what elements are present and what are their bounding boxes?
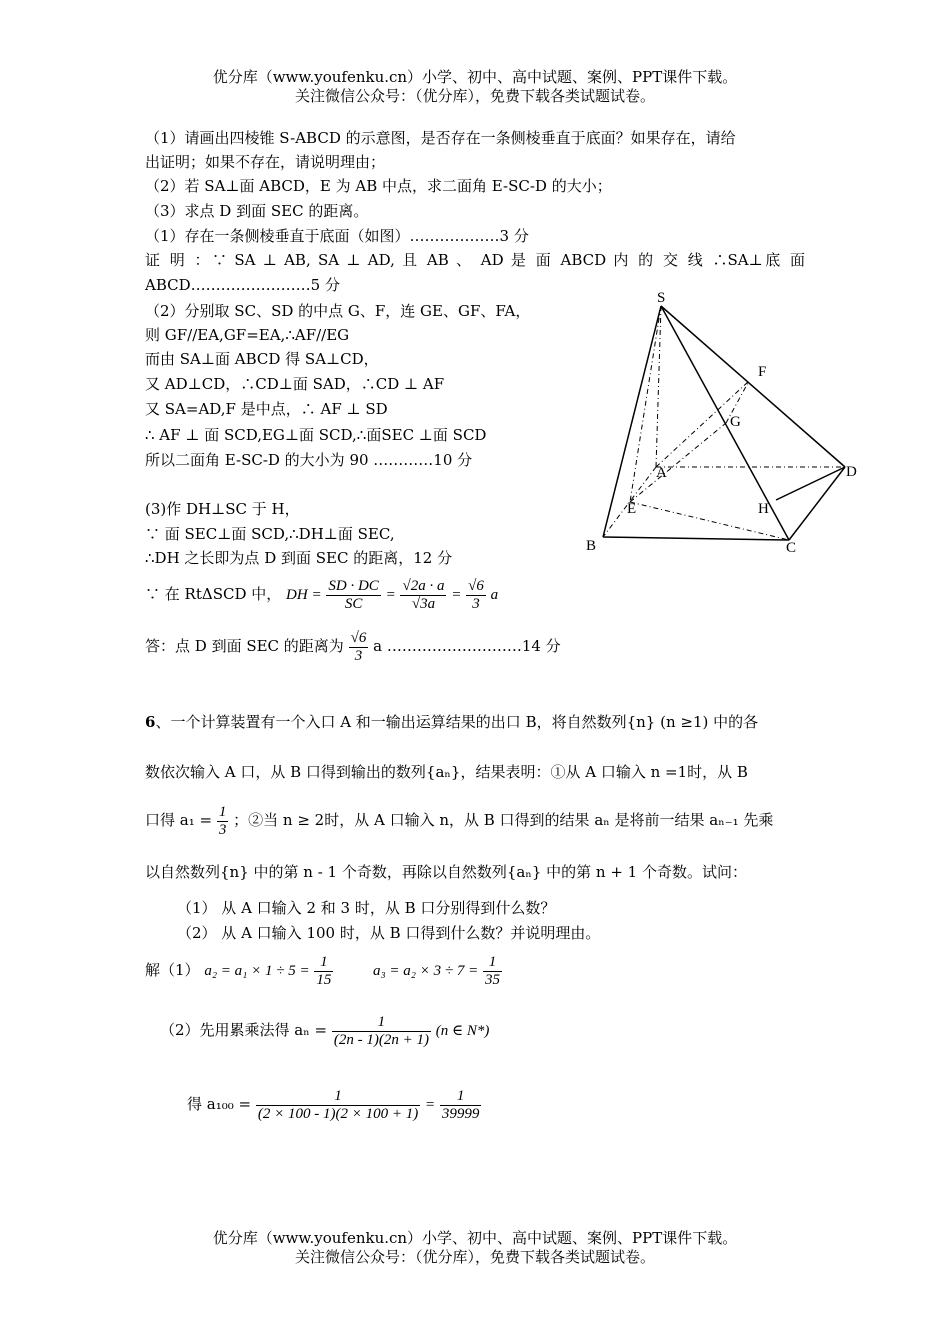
segment-EG bbox=[630, 423, 726, 502]
dh-lhs: DH = bbox=[286, 587, 322, 603]
label-C: C bbox=[786, 540, 797, 556]
p6-line-2: 数依次输入 A 口，从 B 口得到输出的数列{aₙ}，结果表明：①从 A 口输入 n =1时，从 B bbox=[145, 763, 748, 781]
p6-l3-den: 3 bbox=[218, 821, 227, 838]
p5-s3-line-1: (3)作 DH⊥SC 于 H， bbox=[145, 500, 300, 518]
p6-line-1-text: 、一个计算装置有一个入口 A 和一输出运算结果的出口 B，将自然数列{n} (n ≥1) 中的各 bbox=[155, 713, 759, 731]
dh-f2-num: √2a · a bbox=[402, 577, 445, 594]
p6-line-3 bbox=[145, 800, 773, 844]
p6-solution-3 bbox=[187, 1084, 481, 1132]
answer-num: √6 bbox=[350, 629, 367, 646]
label-B: B bbox=[586, 538, 597, 554]
sol2-fraction bbox=[332, 1014, 431, 1049]
p5-s3-line-3: ∴DH 之长即为点 D 到面 SEC 的距离，12 分 bbox=[145, 549, 453, 567]
dh-f1-den: SC bbox=[344, 595, 363, 612]
p5-s2-line-4: 又 AD⊥CD，∴CD⊥面 SAD，∴CD ⊥ AF bbox=[145, 375, 445, 393]
answer-suffix: a ………………………14 分 bbox=[373, 637, 561, 655]
p6-line-4: 以自然数列{n} 中的第 n - 1 个奇数，再除以自然数列{aₙ} 中的第 n + 1 个奇数。试问： bbox=[145, 863, 747, 881]
label-S: S bbox=[657, 290, 666, 306]
dh-prefix: ∵ 在 RtΔSCD 中， bbox=[145, 585, 282, 603]
segment-DH bbox=[776, 467, 845, 500]
p5-proof-line-b: ABCD……………………5 分 bbox=[145, 276, 340, 294]
sol3-result-fraction bbox=[440, 1088, 482, 1123]
p5-s2-line-6: ∴ AF ⊥ 面 SCD,EG⊥面 SCD,∴面SEC ⊥面 SCD bbox=[145, 426, 487, 444]
p5-s2-line-5: 又 SA=AD,F 是中点，∴ AF ⊥ SD bbox=[145, 400, 388, 418]
p6-question-2: （2） 从 A 口输入 100 时，从 B 口得到什么数？并说明理由。 bbox=[177, 924, 601, 942]
header-line-1: 优分库（www.youfenku.cn）小学、初中、高中试题、案例、PPT课件下载。 bbox=[212, 68, 738, 86]
p5-answer-1: （1）存在一条侧棱垂直于底面（如图）………………3 分 bbox=[145, 227, 529, 245]
sol1-a2-fraction bbox=[314, 954, 333, 989]
label-A: A bbox=[656, 465, 667, 481]
sol2-num: 1 bbox=[332, 1014, 431, 1032]
sol3-r-num: 1 bbox=[440, 1088, 482, 1106]
sol2-prefix: （2）先用累乘法得 aₙ = bbox=[160, 1021, 328, 1039]
dh-fraction-3 bbox=[466, 578, 486, 613]
p5-s2-line-1: （2）分别取 SC、SD 的中点 G、F，连 GE、GF、FA， bbox=[145, 302, 531, 320]
p5-dh-equation bbox=[145, 576, 498, 616]
p5-final-answer bbox=[145, 628, 561, 668]
sol1-a3-num: 1 bbox=[483, 954, 502, 972]
dh-fraction-2 bbox=[400, 578, 446, 613]
header-line-2: 关注微信公众号：（优分库），免费下载各类试题试卷。 bbox=[294, 87, 655, 105]
label-G: G bbox=[730, 414, 741, 430]
dh-eq-1: = bbox=[385, 587, 396, 603]
p5-proof-line-a: 证 明 ：∵ SA ⊥ AB, SA ⊥ AD, 且 AB 、 AD 是 面 ABCD 内 的 交 线 ∴SA⊥底 面 bbox=[145, 251, 805, 269]
p5-q2: （2）若 SA⊥面 ABCD，E 为 AB 中点，求二面角 E-SC-D 的大小； bbox=[145, 177, 612, 195]
sol3-fraction bbox=[256, 1088, 420, 1123]
p5-q3: （3）求点 D 到面 SEC 的距离。 bbox=[145, 202, 369, 220]
label-F: F bbox=[758, 364, 767, 380]
answer-den: 3 bbox=[354, 647, 363, 664]
sol1-a2: a₂ = a₁ × 1 ÷ 5 = bbox=[204, 963, 310, 979]
p6-l3-post: ；②当 n ≥ 2时，从 A 口输入 n，从 B 口得到的结果 aₙ 是将前一结果 aₙ₋₁ 先乘 bbox=[233, 811, 774, 829]
answer-prefix: 答：点 D 到面 SEC 的距离为 bbox=[145, 637, 344, 655]
sol1-a2-den: 15 bbox=[316, 971, 332, 988]
p6-question-1: （1） 从 A 口输入 2 和 3 时，从 B 口分别得到什么数？ bbox=[177, 899, 556, 917]
p6-number: 6 bbox=[145, 713, 156, 731]
footer-line-1: 优分库（www.youfenku.cn）小学、初中、高中试题、案例、PPT课件下载。 bbox=[212, 1229, 738, 1247]
answer-fraction bbox=[349, 630, 369, 665]
label-D: D bbox=[846, 464, 857, 480]
p5-s3-line-2: ∵ 面 SEC⊥面 SCD,∴DH⊥面 SEC, bbox=[145, 525, 395, 543]
p6-l3-fraction bbox=[217, 804, 229, 839]
sol1-prefix: 解（1） bbox=[145, 961, 200, 979]
sol3-den: (2 × 100 - 1)(2 × 100 + 1) bbox=[257, 1105, 419, 1122]
p6-solution-2 bbox=[160, 1010, 489, 1058]
p6-line-1 bbox=[145, 712, 758, 732]
pyramid-figure bbox=[575, 285, 865, 560]
edge-BC bbox=[603, 537, 789, 540]
sol1-a3-fraction bbox=[483, 954, 502, 989]
sol3-num: 1 bbox=[256, 1088, 420, 1106]
p6-solution-1 bbox=[145, 950, 502, 998]
p5-s2-line-2: 则 GF//EA,GF=EA,∴AF//EG bbox=[145, 326, 350, 344]
sol3-prefix: 得 a₁₀₀ = bbox=[187, 1095, 252, 1113]
p5-s2-line-3: 而由 SA⊥面 ABCD 得 SA⊥CD， bbox=[145, 350, 379, 368]
dh-a: a bbox=[490, 587, 499, 603]
dh-eq-2: = bbox=[451, 587, 462, 603]
edge-SC bbox=[661, 306, 789, 540]
sol2-suffix: (n ∈ N*) bbox=[435, 1023, 490, 1039]
sol3-r-den: 39999 bbox=[441, 1105, 480, 1122]
p6-l3-num: 1 bbox=[218, 803, 227, 820]
dh-f2-den: √3a bbox=[411, 595, 436, 612]
sol1-a3: a₃ = a₂ × 3 ÷ 7 = bbox=[372, 963, 479, 979]
label-E: E bbox=[627, 501, 637, 517]
p5-q1-line-a: （1）请画出四棱锥 S-ABCD 的示意图，是否存在一条侧棱垂直于底面？如果存在，请给 bbox=[145, 129, 736, 147]
p5-q1-line-b: 出证明；如果不存在，请说明理由； bbox=[145, 153, 386, 171]
sol3-eq: = bbox=[425, 1097, 436, 1113]
sol2-den: (2n - 1)(2n + 1) bbox=[333, 1031, 429, 1048]
p6-l3-pre: 口得 a₁ = bbox=[145, 811, 213, 829]
dh-f3-num: √6 bbox=[468, 577, 484, 594]
dh-fraction-1 bbox=[326, 578, 380, 613]
footer-line-2: 关注微信公众号：（优分库），免费下载各类试题试卷。 bbox=[294, 1248, 655, 1266]
dh-f3-den: 3 bbox=[472, 595, 480, 612]
edge-SD bbox=[661, 306, 845, 467]
edge-CD bbox=[789, 467, 845, 540]
sol1-a3-den: 35 bbox=[485, 971, 501, 988]
sol1-a2-num: 1 bbox=[314, 954, 333, 972]
label-H: H bbox=[758, 501, 769, 517]
p5-s2-line-7: 所以二面角 E-SC-D 的大小为 90 …………10 分 bbox=[145, 451, 473, 469]
dh-f1-num: SD · DC bbox=[328, 577, 379, 594]
